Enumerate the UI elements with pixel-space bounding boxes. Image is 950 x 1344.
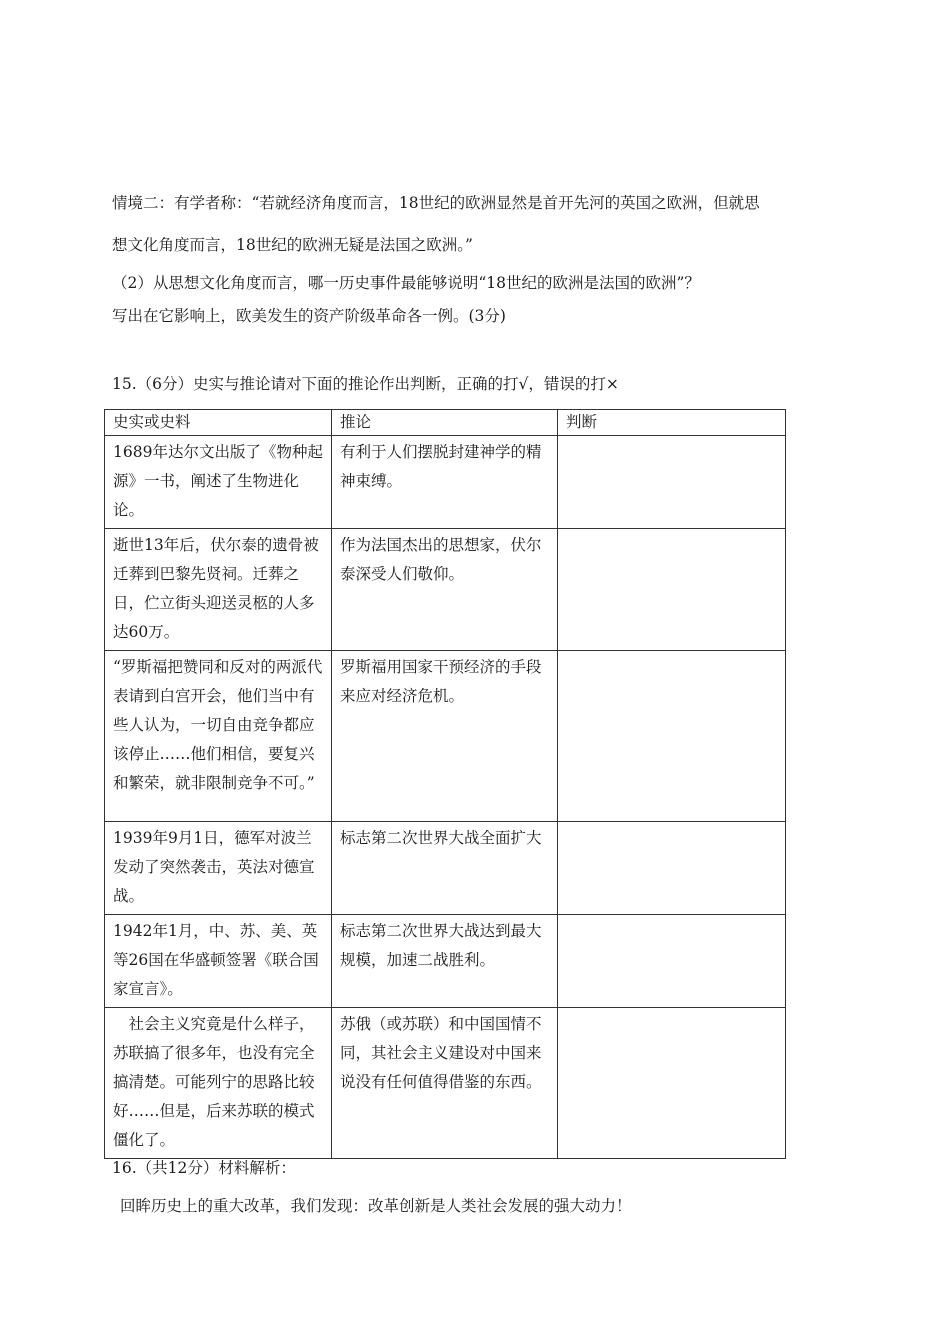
context2-line-2: 想文化角度而言，18世纪的欧洲无疑是法国之欧洲。” — [112, 236, 473, 254]
table-row — [105, 529, 786, 651]
context2-line-1: 情境二：有学者称：“若就经济角度而言，18世纪的欧洲显然是首开先河的英国之欧洲，但就思 — [112, 194, 760, 212]
fact-cell: 社会主义究竟是什么样子，苏联搞了很多年，也没有完全搞清楚。可能列宁的思路比较好……但是，后来苏联的模式僵化了。 — [105, 1008, 332, 1159]
table-row — [105, 915, 786, 1008]
table-row — [105, 436, 786, 529]
fact-cell: 1689年达尔文出版了《物种起源》一书，阐述了生物进化论。 — [105, 436, 332, 529]
table-row — [105, 651, 786, 822]
inference-cell: 标志第二次世界大战全面扩大 — [332, 822, 558, 915]
fact-cell: “罗斯福把赞同和反对的两派代表请到白宫开会，他们当中有些人认为，一切自由竞争都应该停止……他们相信，要复兴和繁荣，就非限制竞争不可。” — [105, 651, 332, 822]
question-14-2-continued: 写出在它影响上，欧美发生的资产阶级革命各一例。(3分) — [112, 307, 506, 325]
judgment-cell[interactable] — [558, 915, 786, 1008]
table-row — [105, 1008, 786, 1159]
fact-cell: 逝世13年后，伏尔泰的遗骨被迁葬到巴黎先贤祠。迁葬之日，伫立街头迎送灵柩的人多达60万。 — [105, 529, 332, 651]
fact-cell: 1939年9月1日，德军对波兰发动了突然袭击，英法对德宣战。 — [105, 822, 332, 915]
inference-cell: 有利于人们摆脱封建神学的精神束缚。 — [332, 436, 558, 529]
question-14-2: （2）从思想文化角度而言，哪一历史事件最能够说明“18世纪的欧洲是法国的欧洲”？ — [112, 274, 700, 292]
judgment-cell[interactable] — [558, 822, 786, 915]
judgment-cell[interactable] — [558, 436, 786, 529]
header-judgment: 判断 — [558, 410, 786, 436]
question-16-intro: 回眸历史上的重大改革，我们发现：改革创新是人类社会发展的强大动力！ — [120, 1197, 632, 1215]
inference-cell: 苏俄（或苏联）和中国国情不同，其社会主义建设对中国来说没有任何值得借鉴的东西。 — [332, 1008, 558, 1159]
judgment-cell[interactable] — [558, 1008, 786, 1159]
question-15-title: 15.（6分）史实与推论请对下面的推论作出判断，正确的打√，错误的打× — [112, 375, 619, 393]
inference-cell: 标志第二次世界大战达到最大规模，加速二战胜利。 — [332, 915, 558, 1008]
history-judgment-table — [104, 409, 786, 1159]
inference-cell: 作为法国杰出的思想家，伏尔泰深受人们敬仰。 — [332, 529, 558, 651]
header-fact: 史实或史料 — [105, 410, 332, 436]
table-header-row — [105, 410, 786, 436]
table-row — [105, 822, 786, 915]
inference-cell: 罗斯福用国家干预经济的手段来应对经济危机。 — [332, 651, 558, 822]
fact-cell: 1942年1月，中、苏、美、英等26国在华盛顿签署《联合国家宣言》。 — [105, 915, 332, 1008]
judgment-cell[interactable] — [558, 529, 786, 651]
judgment-cell[interactable] — [558, 651, 786, 822]
header-inference: 推论 — [332, 410, 558, 436]
question-16-title: 16.（共12分）材料解析： — [112, 1159, 296, 1177]
